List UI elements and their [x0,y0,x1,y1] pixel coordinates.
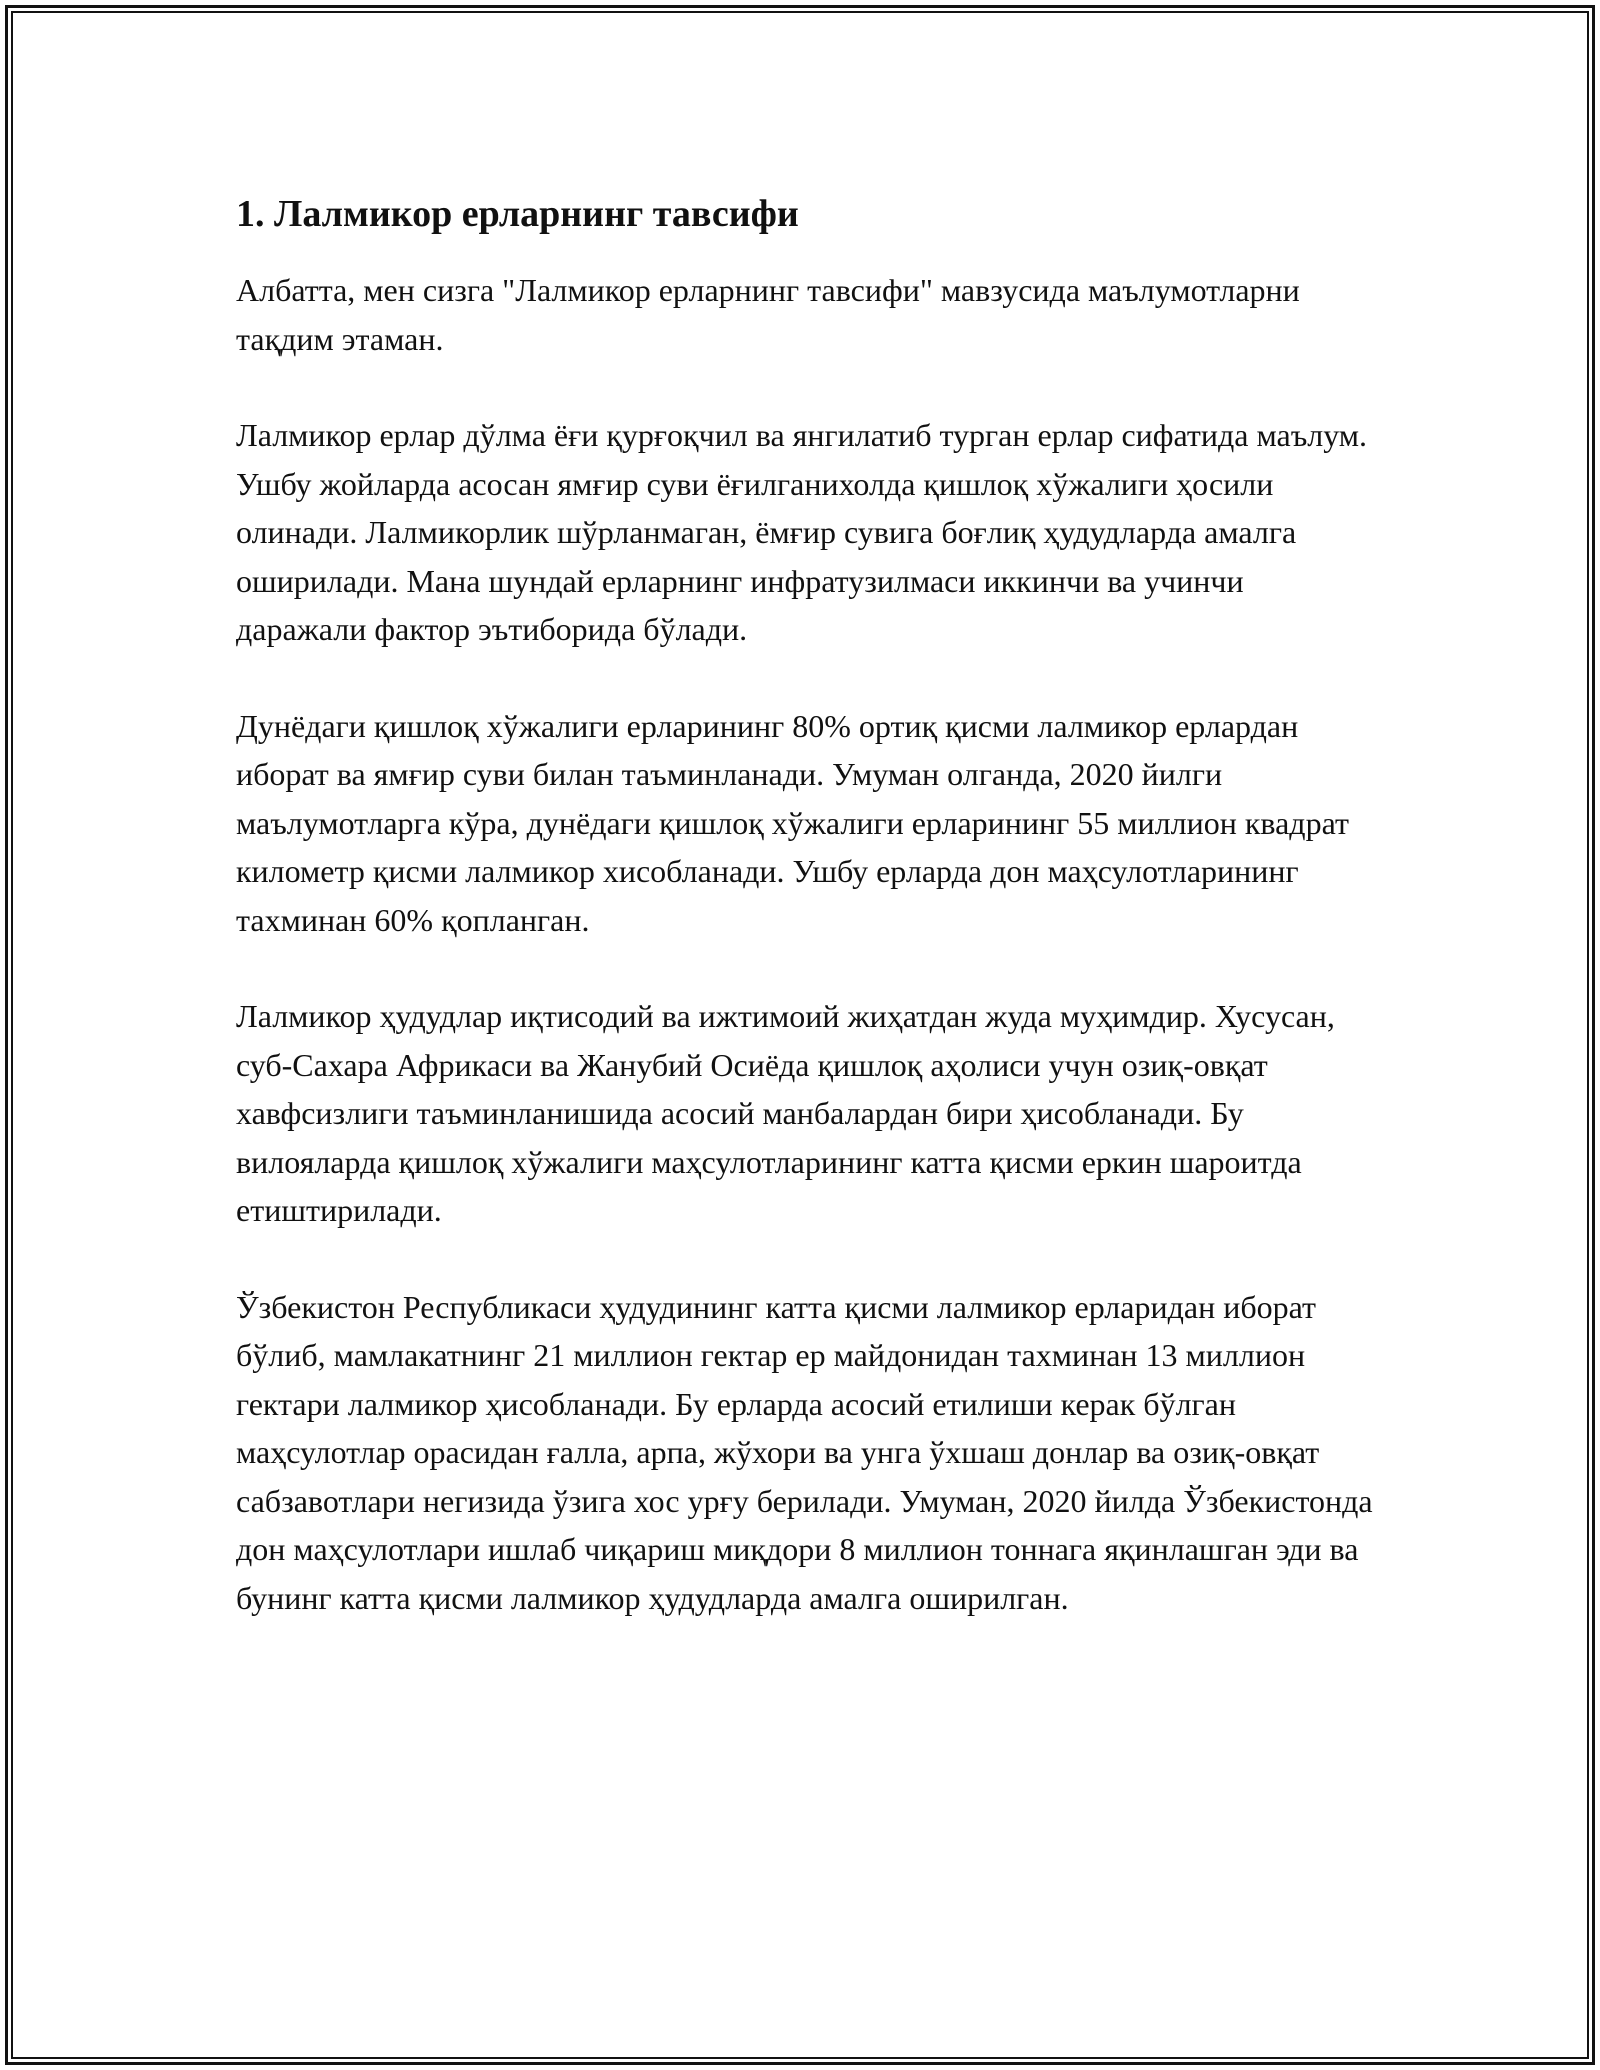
section-heading: 1. Лалмикор ерларнинг тавсифи [236,193,799,235]
document-body [236,190,1376,1670]
paragraph-uzbekistan: Ўзбекистон Республикаси ҳудудининг катта қисми лалмикор ерларидан иборат бўлиб, мамлакатнинг 21 миллион гектар ер майдонидан тахминан 13 миллион гектари лалмикор ҳисобланади. Бу ерларда асосий етилиши керак бўлган маҳсулотлар орасидан ғалла, арпа, жўхори ва унга ўхшаш донлар ва озиқ-овқат сабзавотлари негизида ўзига хос урғу берилади. Умуман, 2020 йилда Ўзбекистонда дон маҳсулотлари ишлаб чиқариш миқдори 8 миллион тоннага яқинлашган эди ва бунинг катта қисми лалмикор ҳудудларда амалга оширилган. [236,1288,1373,1616]
paragraph-importance: Лалмикор ҳудудлар иқтисодий ва ижтимоий жиҳатдан жуда муҳимдир. Хусусан, суб-Сахара Африкаси ва Жанубий Осиёда қишлоқ аҳолиси учун озиқ-овқат хавфсизлиги таъминланишида асосий манбалардан бири ҳисобланади. Бу вилояларда қишлоқ хўжалиги маҳсулотларининг катта қисми еркин шароитда етиштирилади. [236,998,1335,1228]
paragraph-definition: Лалмикор ерлар дўлма ёғи қурғоқчил ва янгилатиб турган ерлар сифатида маълум. Ушбу жойларда асосан ямғир суви ёғилганихолда қишлоқ хўжалиги ҳосили олинади. Лалмикорлик шўрланмаган, ёмғир сувига боғлиқ ҳудудларда амалга оширилади. Мана шундай ерларнинг инфратузилмаси иккинчи ва учинчи даражали фактор эътиборида бўлади. [236,417,1368,647]
paragraph-world-statistics: Дунёдаги қишлоқ хўжалиги ерларининг 80% ортиқ қисми лалмикор ерлардан иборат ва ямғир суви билан таъминланади. Умуман олганда, 2020 йилги маълумотларга кўра, дунёдаги қишлоқ хўжалиги ерларининг 55 миллион квадрат километр қисми лалмикор хисобланади. Ушбу ерларда дон маҳсулотларининг тахминан 60% қопланган. [236,707,1349,938]
paragraph-intro: Албатта, мен сизга "Лалмикор ерларнинг тавсифи" мавзусида маълумотларни тақдим этаман. [236,272,1300,357]
